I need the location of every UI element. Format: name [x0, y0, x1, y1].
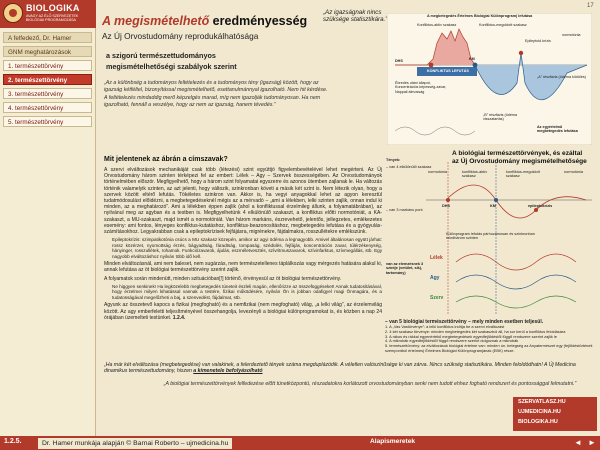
sidebar-item-1[interactable]: A felfedező, Dr. Hamer: [3, 32, 92, 43]
label-km: KM: [469, 57, 475, 61]
top-quote: „Az igazságnak nincs szüksége statisztikára.”: [323, 9, 388, 24]
phase-diagram: [387, 13, 592, 145]
heading-line-1: a szigorú természettudományos: [106, 51, 216, 60]
page-title-rest: eredményesség: [209, 14, 308, 28]
site-link-szervatlasz[interactable]: SZERVATLASZ.HU: [518, 399, 566, 405]
label-pcl-b: „B” részfázis (ödéma visszatartás): [483, 113, 518, 122]
site-link-biologika[interactable]: BIOLOGIKA.HU: [518, 419, 558, 425]
label-pcl-a: „A” részfázis (ödéma kiürülés): [537, 75, 586, 79]
phase-label-4: normotónia: [564, 170, 583, 174]
paragraph-4-text: Agyunk az összetevő kapocs a fizikai (megfogható) és a nemfizikai (nem megfogható) világ, „a lelki világ”, az érzelemvilág között. Az agy emberfeletti teljesítményével összehangolja, levezényli a biológiai különprogramokat is, és közben a nap 24 órájában üzemelteti testünket.: [104, 302, 382, 321]
page-subtitle: Az Új Orvostudomány reprodukálhatósága: [102, 31, 259, 41]
laws-list: [385, 320, 595, 354]
phase-curve: [446, 185, 586, 218]
sync-note: Különprogram lefutás párhuzamosan és szinkronban mindhárom szinten: [446, 232, 535, 241]
sidebar-item-4[interactable]: 2. természettörvény: [3, 74, 92, 85]
label-epileptic: Epileptoid krízis: [525, 39, 551, 43]
category-label: Alapismeretek: [370, 438, 416, 445]
facts-label: Tények:: [386, 158, 401, 162]
main-body: [104, 167, 382, 323]
paragraph-4: [104, 302, 382, 321]
credit-text: Dr. Hamer munkája alapján © Barnai Roberto – ujmedicina.hu: [38, 438, 232, 449]
level-szerv: Szerv: [430, 295, 444, 301]
label-conflict-solution: KONFLIKTUS LEFUTÁS: [427, 69, 469, 73]
prev-page-icon[interactable]: ◄: [574, 438, 582, 447]
sidebar: [0, 0, 96, 450]
epi-marker: [519, 51, 523, 55]
km-dot: [494, 198, 498, 202]
page-title-emphasis: A megismételhető: [102, 14, 210, 28]
page-number: 17: [587, 3, 594, 9]
bottom-quote-2: „A biológiai természettörvények felfedezése előtt tünetközpontú, részadatokra korlátozott orvostudományban senki nem tudott ehhez fogható rendszert és pontossággal felmutatni.”: [163, 381, 577, 387]
sidebar-item-6[interactable]: 4. természettörvény: [3, 102, 92, 113]
label-resolved: Konfliktus-megoldott szakasz: [479, 23, 527, 27]
brand-logo[interactable]: [0, 0, 96, 28]
label-dhs: DHS: [395, 59, 403, 63]
intro-quote: „Az a különbség a tudományos feltételezés és a tudományos tény (igazság) között, hogy az igazság kétféltel, bizonyítással megismételhető, esettanulmánnyal igazolható. Nem hit kérdése. A feltételezés mindaddig merő képzelgés marad, míg nem igazolják tudományosan. Ha nem igazolható, fennáll a veszélye, hogy az nem az igazság, hanem tévedés.”: [104, 80, 328, 109]
epi-dot: [534, 208, 538, 212]
levels-label: van az elemzésnek 3 szintje (vetület, sík), tartomány): [386, 262, 424, 275]
lelek-curve: [456, 254, 576, 270]
sidebar-item-5[interactable]: 3. természettörvény: [3, 88, 92, 99]
phase-label-3: konfliktus-megoldott szakasz: [506, 170, 540, 179]
site-link-ujmedicina[interactable]: UJMEDICINA.HU: [518, 409, 561, 415]
right-title-line-1: A biológiai természettörvények, és ezáltal: [452, 150, 583, 157]
dhs-dot: [446, 198, 450, 202]
law-line-3: 3. A rákos és rákkal egyenértékű megbetegedések egyedfejlődéstől függő rendszere szerint zajlik le: [385, 333, 557, 339]
brand-tagline: AVAGY AZ ÉLŐ SZERVEZETEK BIOLÓGIAI PROGRAMOZÁSA: [26, 14, 79, 22]
law-line-5: 5. természettörvény: az elváltozások biológiai értelme van: minden ún. betegség az Anyatermészet egy (fejlődéstörténeti szempontból értelmes) Értelmes Biológiai Különprogramjának (EBK) része.: [385, 343, 593, 354]
heading-line-2: megismételhetőségi szabályok szerint: [106, 62, 237, 71]
section-number: 1.2.5.: [4, 438, 22, 445]
level-agy: Agy: [430, 275, 440, 281]
bottom-quote-1-highlight: a kimenetele befolyásolható: [193, 368, 263, 375]
label-dhs-right: DHS: [442, 204, 451, 208]
phase-label-2: konfliktus-aktív szakasz: [462, 170, 488, 179]
facts-section-2: – van 3 markáns pont: [386, 208, 423, 212]
laws-heading: – van 5 biológiai természettörvény – mely minden esetben teljesül.: [385, 319, 544, 325]
facts-section-1: – van 4 elkülönülő szakasz: [386, 165, 432, 169]
paragraph-3-note: Ne higgyen senkinek! Ha legközelebb megbetegedés túneteit észleli magán, ellenőrizze az összefüggéseket! Annak tudatosításával, hogy érzelmei milyen kihatással vannak a testére, fizikai működésére, nyilván Ön is jobban odafigyel magi Önmagára, és a tudatosságával megelőzheti a baj, a szenvedést, fájdalmat, stb.: [112, 283, 382, 300]
paragraph-4-ref: 1.2.4.: [172, 314, 186, 321]
page-title: [102, 14, 307, 28]
diagram-title: A megbetegedés Értelmes Biológiai Különprogram) lefutása: [427, 14, 533, 18]
km-marker: [473, 63, 478, 68]
law-line-2: 2. 4 két szakasz törvénye: minden megbetegedés két szakaszból áll, ha sor kerül a konfliktus feloldására: [385, 328, 566, 334]
paragraph-1: A szervi elváltozások mechanikáját csak több (létezési) szint együttjó figyelembevételével lehet megérteni. Az Új Orvostudomány három szinten térképezi fel az embert: Lélek – Agy – Szervek összességében. Az Orvostudományok történelmében először. Megfigyelhető, hogy a három szint folyamatai egyszerre és azonos ütemben zajlanak le. Ha változás történik valamelyik szinten, az azt jelenti, hogy változik, szinkronban követi a másik két szint is. Nem létezik olyan, hogy a szervek között eltérő lefutás. Tökéletes szinkron van. Akkor is, ha vegyi anyagokkal lehet az agyon keresztül tudatmódosulást előidézni, a megbetegedéseknél mégis az a mérvadó – „ami a lélekben, lelki szinten zajlik, onnan indul ki minden, az a meghatározó”. Ami a lélekben éppen zajlik (ahol a konfliktussal érzelmileg állunk, a folyamatábrában), az nyilvánul meg az agyban és a testben is. Megfigyelhetünk 4 elkülönülő szakaszt, a konfliktus előtti normotóniát, a KA-szakaszt, a MU-szakaszt, majd ismét a normotóniát. Van három markáns, észrevehető, jelentős, jellegzetes, emlékezetes esemény: ami fontos, lényeges konfliktus-kutatáshoz, konfliktus-beazonosításhoz, megbetegedés lefutása és a gyógyulás-számításokhoz. Legyakrabban csak a epileptokrízisek fejfájásra, migrénekre, fájdalmakra, rosszullétekre emlékszünk.: [104, 167, 382, 236]
brand-name: BIOLOGIKA: [26, 3, 80, 13]
site-links: [513, 397, 597, 431]
paragraph-1-note: Epileptokrízis: szimpatikotónia csúcs a MU szakasz közepén, amikor az agyi ödéma a legnagyobb. Amivel általánosan együtt járhat: rossz közérzet, nyomottság érzés, bágyadtság, fáradtság, tompaság, szédülés, fejfájás, koncentrációs zavar, túlérzékenység, hányinger, rosszullétek, rohamok. Funkciózavarok, ájulás, eszméletvesztés, szívritmuszavarok, szívinfarktus, szívmegállás, stb. Egy nagyobb elváltozáshoz nyilván több idő kell.: [112, 237, 382, 259]
level-diagram: [386, 150, 596, 390]
label-normotonia: normotónia: [562, 33, 581, 37]
agy-curve: [456, 275, 576, 289]
brand-emblem-icon: [3, 3, 23, 23]
law-line-1: 1. A „Vas Vastörvénye”: a lelki konfliktus indítja be a szervi elváltozást: [385, 323, 505, 329]
label-epi-right: epileptokrízis: [528, 204, 553, 208]
paragraph-3: A folyamatok során mindenütt, minden szituációban[!] történő, érvényesül az öt biológiai természettörvény.: [104, 275, 342, 282]
bottom-quote-1-text: „Ha már két elváltozása (megbetegedése) van valakinek, a felerdeztető tények száma megduplázódik. A véletlen valószínűsége ki van zárva. Nincs szükség statisztikára. Minden feloldódhatn! A Új Medicina dinamikus természettudomány, hiszen: [104, 362, 576, 375]
level-lelek: Lélek: [430, 255, 443, 261]
law-line-4: 4. A mikrobák egyedfejlődéstől függő rendszere szerint dolgoznak a mikrobák: [385, 338, 519, 344]
sidebar-item-3[interactable]: 1. természettörvény: [3, 60, 92, 71]
label-km-right: KM: [490, 204, 496, 208]
bottom-quote-1: [104, 362, 592, 375]
next-page-icon[interactable]: ►: [588, 438, 596, 447]
label-left-note: Ébredés utáni állapot, Koncentrációs képesség-zavar, Nappali álmosság: [395, 81, 447, 94]
sidebar-item-2[interactable]: GNM meghatározások: [3, 46, 92, 57]
footer-bar: [0, 436, 600, 450]
paragraph-2: Minden elváltozásnál, ami nem baleset, nem sugárzás, nem természetellenes táplálkozás vagy mérgezés hatására alakul ki, annak lefutása az öt biológiai természettörvény szerint zajlik.: [104, 261, 382, 274]
szerv-curve: [456, 296, 576, 308]
sidebar-item-7[interactable]: 5. természettörvény: [3, 116, 92, 127]
phase-label-1: normotónia: [428, 170, 447, 174]
dhs-marker: [429, 63, 434, 68]
label-healing: Az egyértelmű megbetegedés lefutása: [537, 125, 578, 134]
right-title-line-2: az Új Orvostudomány megismételhetősége: [452, 158, 587, 165]
label-conflict-active: Konfliktus-aktív szakasz: [417, 23, 457, 27]
main-heading: Mit jelentenek az ábrán a címszavak?: [104, 156, 228, 163]
